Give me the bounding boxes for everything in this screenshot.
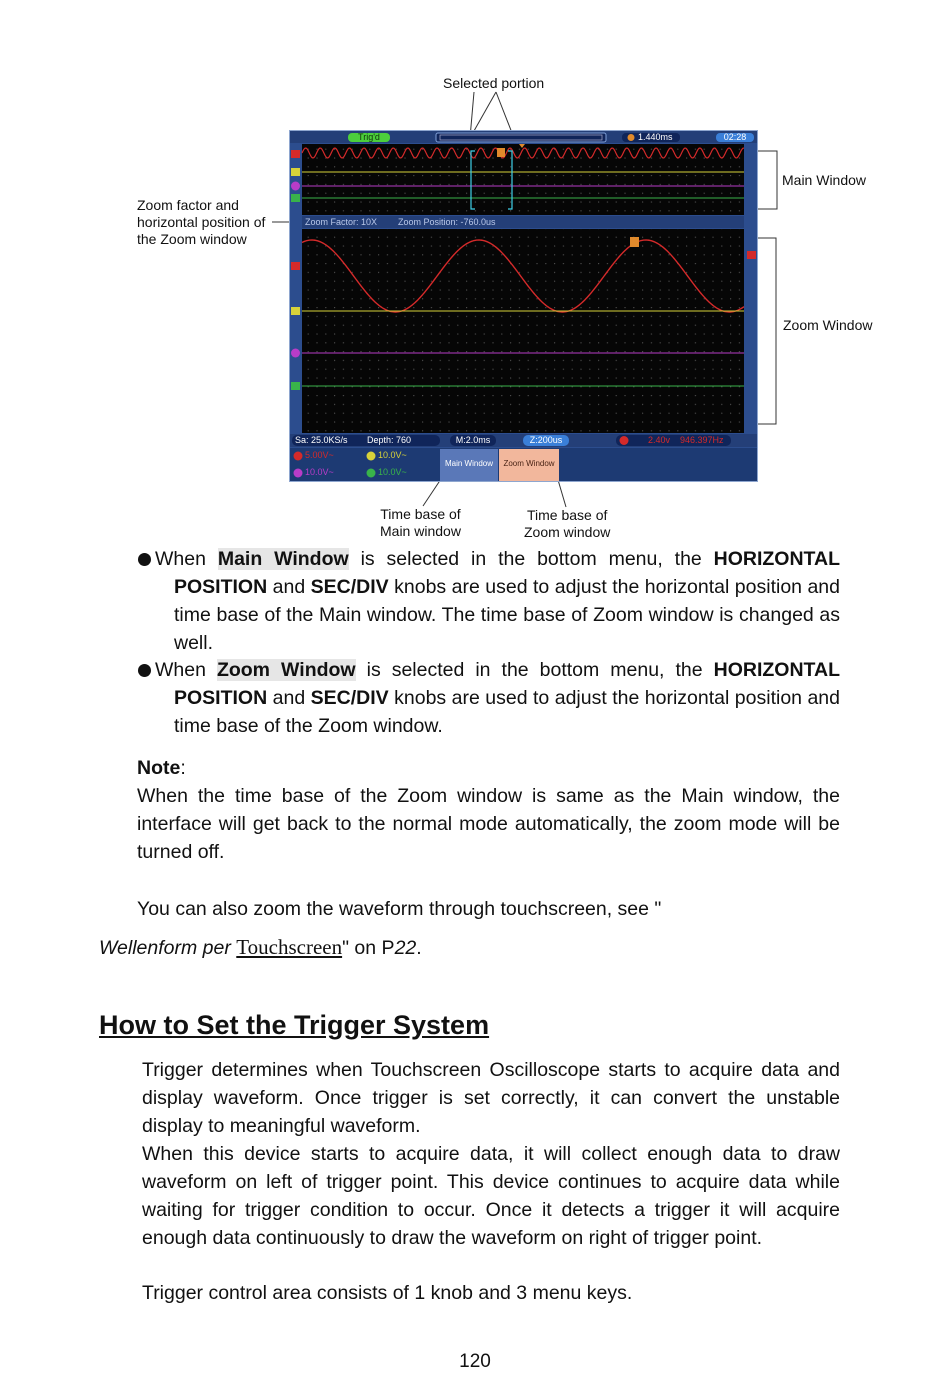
sample-rate: Sa: 25.0KS/s xyxy=(295,435,348,445)
callout-timebase-main-line1: Time base of xyxy=(380,506,461,522)
oscilloscope-screen xyxy=(289,130,758,482)
zoom-touchscreen-line: You can also zoom the waveform through touchscreen, see " xyxy=(137,898,662,920)
callout-timebase-zoom-line2: Zoom window xyxy=(524,524,611,540)
touchscreen-link[interactable]: Touchscreen xyxy=(236,935,343,959)
menu-main-window-button[interactable]: Main Window xyxy=(444,459,493,468)
bullet-zoom-window xyxy=(138,656,840,740)
menu-zoom-window-button[interactable]: Zoom Window xyxy=(503,459,555,468)
callout-main-window: Main Window xyxy=(782,172,867,188)
zoom-timebase: Z:200us xyxy=(529,435,563,445)
oscilloscope-figure xyxy=(0,0,950,545)
callout-zoom-factor-line3: the Zoom window xyxy=(137,231,247,247)
zoom-position-readout: Zoom Position: -760.0us xyxy=(398,217,496,227)
callout-zoom-factor-line1: Zoom factor and xyxy=(137,197,239,213)
trigger-level-marker xyxy=(747,251,756,259)
touchscreen-reference: Wellenform per Touchscreen" on P22. xyxy=(99,935,422,959)
zoom-window-key: Zoom Window xyxy=(216,659,356,681)
note-text: When the time base of the Zoom window is same as the Main window, the interface will get back to the normal mode automatically, the zoom mode will be turned off. xyxy=(137,785,840,863)
ch4-scale: 10.0V~ xyxy=(378,467,407,477)
trigger-time: 1.440ms xyxy=(638,132,673,142)
main-trigger-marker xyxy=(497,148,505,157)
ch1-scale: 5.00V~ xyxy=(305,450,334,460)
bullet-main-first-line: When Main Window is selected in the bottom menu, the HORIZONTAL xyxy=(155,548,841,570)
section-heading: How to Set the Trigger System xyxy=(99,1010,490,1040)
trigger-level: 2.40v xyxy=(648,435,671,445)
frequency: 946.397Hz xyxy=(680,435,724,445)
bullet-main-window xyxy=(138,545,840,657)
trig-status: Trig'd xyxy=(358,132,380,142)
zoom-trigger-marker xyxy=(630,237,639,247)
zoom-factor-readout: Zoom Factor: 10X xyxy=(305,217,378,227)
scope-graphics xyxy=(290,131,757,481)
callout-zoom-window: Zoom Window xyxy=(783,317,873,333)
memory-depth: Depth: 760 xyxy=(367,435,412,445)
main-timebase: M:2.0ms xyxy=(455,435,491,445)
note-label: Note: xyxy=(137,757,186,779)
ch2-scale: 10.0V~ xyxy=(378,450,407,460)
trigger-paragraph-2: When this device starts to acquire data, it will collect enough data to draw waveform on left of trigger point. This device continues to acquire data while waiting for trigger condition to occur. Once it detects a trigger it will acquire enough data continuously to draw the waveform on right of trigger point. xyxy=(142,1143,840,1249)
page-number: 120 xyxy=(459,1351,491,1372)
callout-zoom-factor-line2: horizontal position of xyxy=(137,214,266,230)
callout-selected-portion: Selected portion xyxy=(443,75,545,91)
trigger-paragraph-3: Trigger control area consists of 1 knob and 3 menu keys. xyxy=(142,1282,633,1304)
bullet-zoom-first-line: When Zoom Window is selected in the bottom menu, the HORIZONTAL xyxy=(155,659,840,681)
callout-timebase-zoom-line1: Time base of xyxy=(526,507,608,523)
clock: 02:28 xyxy=(723,132,747,142)
callout-timebase-main-line2: Main window xyxy=(380,523,461,539)
main-window-key: Main Window xyxy=(217,548,349,570)
memory-bar xyxy=(436,133,606,142)
bullet-zoom-rest: POSITION and SEC/DIV knobs are used to adjust the horizontal position and time base of the Zoom window. xyxy=(174,687,840,737)
ch3-scale: 10.0V~ xyxy=(305,467,334,477)
trigger-paragraph-1: Trigger determines when Touchscreen Oscilloscope starts to acquire data and display waveform. Once trigger is set correctly, it can convert the unstable display to meaningful waveform. xyxy=(142,1059,840,1137)
bullet-dot xyxy=(138,664,151,677)
bullet-dot xyxy=(138,553,151,566)
bullet-main-rest: POSITION and SEC/DIV knobs are used to adjust the horizontal position and time base of the Main window. The time base of Zoom window is changed as well. xyxy=(174,576,840,654)
